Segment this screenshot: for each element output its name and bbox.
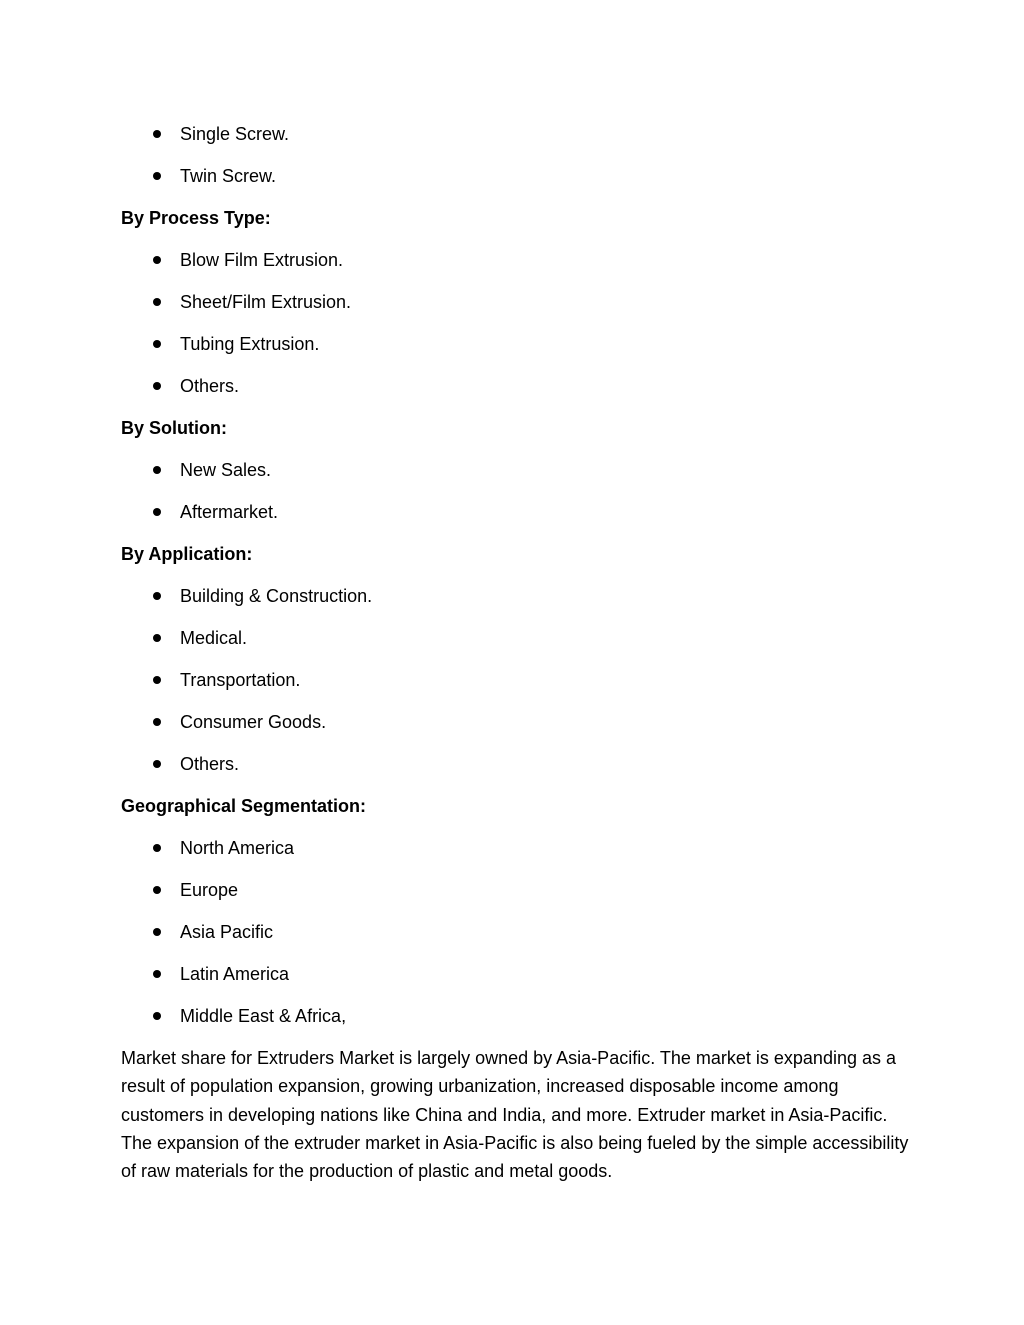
- list-item-text: Latin America: [180, 964, 290, 984]
- list-item-text: Twin Screw.: [180, 166, 277, 186]
- list-item: [121, 1002, 911, 1044]
- bullet-icon: [153, 466, 161, 474]
- list-item: [121, 120, 911, 162]
- application-list: [121, 582, 911, 792]
- bullet-icon: [153, 382, 161, 390]
- list-item: [121, 666, 911, 708]
- list-item: [121, 918, 911, 960]
- bullet-icon: [153, 508, 161, 516]
- list-item-text: Sheet/Film Extrusion.: [180, 292, 352, 312]
- list-item-text: Others.: [180, 754, 240, 774]
- section-heading-geographical: Geographical Segmentation:: [121, 796, 367, 816]
- list-item: [121, 834, 911, 876]
- list-item: [121, 162, 911, 204]
- bullet-icon: [153, 256, 161, 264]
- bullet-icon: [153, 928, 161, 936]
- list-item: [121, 498, 911, 540]
- bullet-icon: [153, 844, 161, 852]
- list-item: [121, 330, 911, 372]
- list-item-text: Transportation.: [180, 670, 301, 690]
- document-content: [121, 120, 911, 1185]
- section-heading-process-type: By Process Type:: [121, 208, 271, 228]
- list-item: [121, 288, 911, 330]
- section-heading-application: By Application:: [121, 544, 253, 564]
- list-item-text: Aftermarket.: [180, 502, 279, 522]
- bullet-icon: [153, 592, 161, 600]
- bullet-icon: [153, 172, 161, 180]
- solution-list: [121, 456, 911, 540]
- list-item-text: Medical.: [180, 628, 248, 648]
- list-item-text: New Sales.: [180, 460, 272, 480]
- bullet-icon: [153, 886, 161, 894]
- list-item: [121, 582, 911, 624]
- bullet-icon: [153, 970, 161, 978]
- list-item-text: Asia Pacific: [180, 922, 274, 942]
- list-item-text: Europe: [180, 880, 239, 900]
- list-item-text: North America: [180, 838, 295, 858]
- section-heading-solution: By Solution:: [121, 418, 227, 438]
- bullet-icon: [153, 718, 161, 726]
- list-item: [121, 624, 911, 666]
- list-item-text: Others.: [180, 376, 240, 396]
- list-item: [121, 876, 911, 918]
- bullet-icon: [153, 340, 161, 348]
- bullet-icon: [153, 298, 161, 306]
- list-item-text: Single Screw.: [180, 124, 290, 144]
- list-item: [121, 750, 911, 792]
- process-type-list: [121, 246, 911, 414]
- list-item-text: Blow Film Extrusion.: [180, 250, 344, 270]
- list-item-text: Tubing Extrusion.: [180, 334, 320, 354]
- market-share-paragraph: Market share for Extruders Market is largely owned by Asia-Pacific. The market is expanding as a result of population expansion, growing urbanization, increased disposable income among customers in developing nations like China and India, and more. Extruder market in Asia-Pacific. The expansion of the extruder market in Asia-Pacific is also being fueled by the simple accessibility of raw materials for the production of plastic and metal goods.: [121, 1048, 909, 1182]
- screw-type-list: [121, 120, 911, 204]
- bullet-icon: [153, 676, 161, 684]
- geographical-list: [121, 834, 911, 1044]
- list-item: [121, 456, 911, 498]
- list-item: [121, 708, 911, 750]
- list-item: [121, 246, 911, 288]
- bullet-icon: [153, 130, 161, 138]
- bullet-icon: [153, 634, 161, 642]
- list-item: [121, 372, 911, 414]
- list-item: [121, 960, 911, 1002]
- list-item-text: Consumer Goods.: [180, 712, 327, 732]
- list-item-text: Building & Construction.: [180, 586, 373, 606]
- list-item-text: Middle East & Africa,: [180, 1006, 347, 1026]
- bullet-icon: [153, 1012, 161, 1020]
- bullet-icon: [153, 760, 161, 768]
